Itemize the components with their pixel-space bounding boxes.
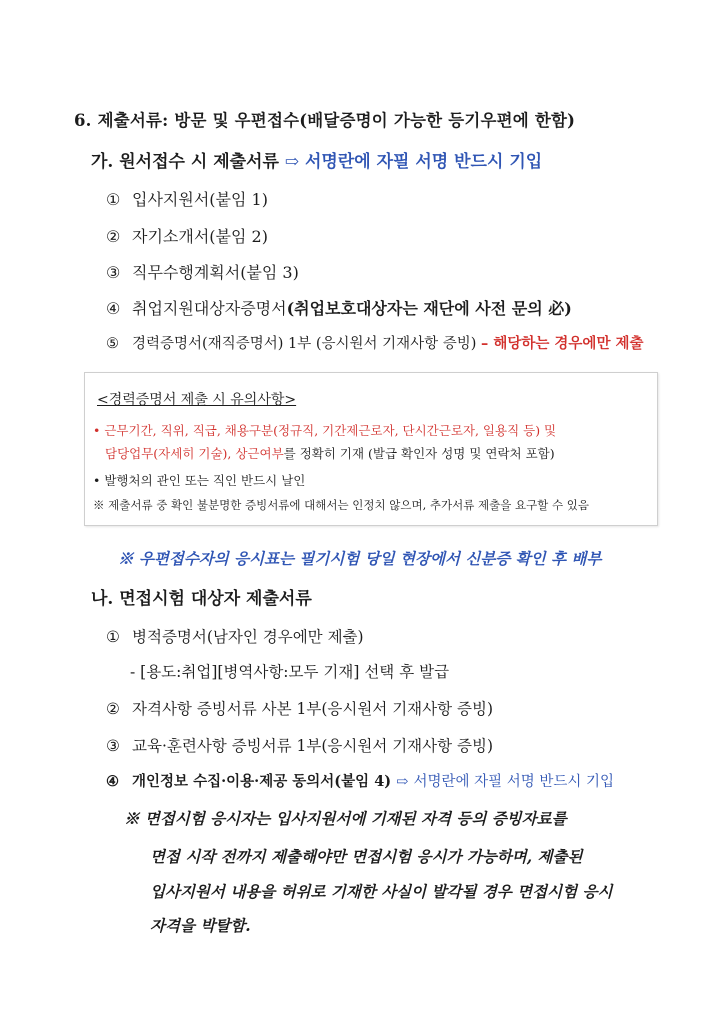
list-item [106, 224, 268, 247]
section-na-heading: 나. 면접시험 대상자 제출서류 [91, 589, 312, 609]
item-arrow-note: 서명란에 자필 서명 반드시 기입 [413, 774, 614, 790]
notice-bullet-1-continued: 담당업무(자세히 기술), 상근여부를 정확히 기재 (발급 확인자 성명 및 연락처 포함) [105, 446, 555, 461]
item-number: ④ [106, 299, 121, 318]
item-bold-note: (취업보호대상자는 재단에 사전 문의 必) [286, 299, 572, 318]
arrow-right-icon: ⇨ [396, 773, 409, 790]
notice-bullet-3: ※ 제출서류 중 확인 불분명한 증빙서류에 대해서는 인정치 않으며, 추가서류 제출을 요구할 수 있음 [93, 498, 589, 512]
notice-bullet-1: • 근무기간, 직위, 직급, 채용구분(정규직, 기간제근로자, 단시간근로자, 일용직 등) 및 [93, 423, 557, 438]
section-ga-label: 가. 원서접수 시 제출서류 [91, 152, 279, 172]
interview-warning-line-2: 면접 시작 전까지 제출해야만 면접시험 응시가 가능하며, 제출된 [150, 847, 583, 866]
item-text: 취업지원대상자증명서 [132, 299, 287, 318]
interview-warning-line-1: ※ 면접시험 응시자는 입사지원서에 기재된 자격 등의 증빙자료를 [124, 809, 567, 828]
list-item [106, 625, 364, 647]
item-number: ③ [106, 737, 120, 755]
item-number: ① [106, 190, 121, 209]
item-text: 병적증명서(남자인 경우에만 제출) [132, 628, 364, 646]
postal-applicant-note: ※ 우편접수자의 응시표는 필기시험 당일 현장에서 신분증 확인 후 배부 [118, 549, 602, 568]
interview-warning-line-3: 입사지원서 내용을 허위로 기재한 사실이 발각될 경우 면접시험 응시 [150, 882, 613, 901]
item-text: 자기소개서(붙임 2) [132, 227, 268, 246]
item-text: 자격사항 증빙서류 사본 1부(응시원서 기재사항 증빙) [132, 700, 494, 718]
item-number: ① [106, 628, 120, 646]
notice-bullet-2: • 발행처의 관인 또는 직인 반드시 날인 [93, 473, 306, 488]
list-item [106, 697, 493, 719]
list-sub-item: - [용도:취업][병역사항:모두 기재] 선택 후 발급 [130, 663, 450, 681]
section-ga-heading [91, 147, 542, 172]
notice-title: <경력증명서 제출 시 유의사항> [97, 392, 297, 408]
item-number: ⑤ [106, 336, 119, 352]
item-number: ③ [106, 263, 121, 282]
list-item [106, 734, 493, 756]
item-text: 교육·훈련사항 증빙서류 1부(응시원서 기재사항 증빙) [132, 737, 494, 755]
list-item [106, 260, 299, 283]
list-item [106, 187, 268, 210]
career-certificate-notice-box [84, 372, 658, 526]
section-ga-arrow-note: 서명란에 자필 서명 반드시 기입 [305, 152, 543, 172]
interview-warning-line-4: 자격을 박탈함. [150, 916, 251, 935]
item-red-note: – 해당하는 경우에만 제출 [481, 335, 644, 352]
item-text: 개인정보 수집·이용·제공 동의서(붙임 4) [132, 773, 392, 790]
item-number: ② [106, 227, 121, 246]
item-text: 입사지원서(붙임 1) [132, 190, 268, 209]
arrow-right-icon: ⇨ [284, 152, 300, 172]
item-text: 경력증명서(재직증명서) 1부 (응시원서 기재사항 증빙) [132, 336, 477, 352]
item-text: 직무수행계획서(붙임 3) [132, 263, 299, 282]
list-item [106, 332, 644, 353]
list-item [106, 770, 614, 791]
section-6-heading: 6. 제출서류: 방문 및 우편접수(배달증명이 가능한 등기우편에 한함) [74, 111, 576, 130]
item-number: ② [106, 700, 120, 718]
list-item [106, 296, 572, 319]
item-number: ④ [106, 773, 119, 790]
